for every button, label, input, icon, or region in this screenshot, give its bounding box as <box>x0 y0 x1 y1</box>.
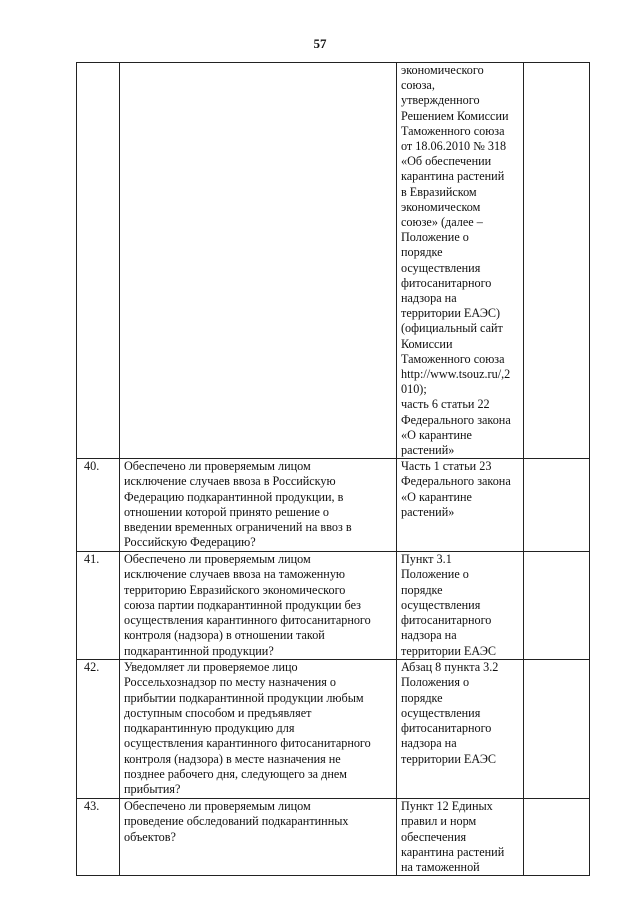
reference-line: растений» <box>401 443 455 458</box>
table-row <box>77 459 590 552</box>
reference-line: от 18.06.2010 № 318 <box>401 139 507 154</box>
reference-line: Положения о <box>401 675 470 690</box>
legal-reference-cell <box>397 660 524 799</box>
reference-line: «Об обеспечении <box>401 154 492 169</box>
answer-cell <box>524 552 590 660</box>
reference-line: Федерального закона <box>401 412 511 427</box>
reference-line: надзора на <box>401 291 457 306</box>
question-line: введении временных ограничений на ввоз в <box>124 520 352 535</box>
question-line: исключение случаев ввоза в Российскую <box>124 474 336 489</box>
reference-line: территории ЕАЭС) <box>401 306 501 321</box>
question-cell <box>120 459 397 552</box>
question-cell <box>120 552 397 660</box>
row-number <box>77 63 120 459</box>
row-number: 43. <box>77 799 120 876</box>
answer-cell <box>524 660 590 799</box>
reference-line: Положение о <box>401 230 469 245</box>
question-line: объектов? <box>124 829 176 844</box>
legal-reference-cell <box>397 799 524 876</box>
reference-line: карантина растений <box>401 844 505 859</box>
reference-line: карантина растений <box>401 169 505 184</box>
reference-line: правил и норм <box>401 814 477 829</box>
question-line: Обеспечено ли проверяемым лицом <box>124 459 311 474</box>
question-line: Обеспечено ли проверяемым лицом <box>124 799 311 814</box>
question-line: Россельхознадзор по месту назначения о <box>124 675 337 690</box>
reference-line: Пункт 12 Единых <box>401 799 493 814</box>
question-cell <box>120 660 397 799</box>
row-number: 40. <box>77 459 120 552</box>
question-line: позднее рабочего дня, следующего за днем <box>124 766 347 781</box>
answer-cell <box>524 459 590 552</box>
legal-reference-cell <box>397 552 524 660</box>
reference-line: территории ЕАЭС <box>401 751 497 766</box>
reference-line: союза, <box>401 78 435 93</box>
reference-line: 010); <box>401 382 427 397</box>
question-line: исключение случаев ввоза на таможенную <box>124 567 346 582</box>
question-line: контроля (надзора) в отношении такой <box>124 628 325 643</box>
question-line: Российскую Федерацию? <box>124 535 256 550</box>
reference-line: Пункт 3.1 <box>401 552 452 567</box>
reference-line: Комиссии <box>401 336 453 351</box>
reference-line: осуществления <box>401 705 481 720</box>
reference-line: Таможенного союза <box>401 351 505 366</box>
reference-line: Таможенного союза <box>401 123 505 138</box>
question-line: Обеспечено ли проверяемым лицом <box>124 552 311 567</box>
row-number: 42. <box>77 660 120 799</box>
reference-line: «О карантине <box>401 427 472 442</box>
question-line: Федерацию подкарантинной продукции, в <box>124 489 344 504</box>
reference-line: экономического <box>401 63 484 77</box>
reference-line: союзе» (далее – <box>401 215 483 230</box>
question-line: доступным способом и предъявляет <box>124 705 312 720</box>
row-number: 41. <box>77 552 120 660</box>
reference-line: порядке <box>401 690 443 705</box>
question-line: союза партии подкарантинной продукции без <box>124 597 361 612</box>
reference-line: надзора на <box>401 628 457 643</box>
reference-line: порядке <box>401 245 443 260</box>
table-row <box>77 660 590 799</box>
reference-line: http://www.tsouz.ru/,2 <box>401 367 511 382</box>
reference-line: Часть 1 статьи 23 <box>401 459 492 474</box>
reference-line: (официальный сайт <box>401 321 503 336</box>
question-cell <box>120 799 397 876</box>
reference-line: Федерального закона <box>401 474 511 489</box>
reference-line: утвержденного <box>401 93 480 108</box>
reference-line: растений» <box>401 504 455 519</box>
answer-cell <box>524 63 590 459</box>
question-line: отношении которой принято решение о <box>124 504 329 519</box>
table-row <box>77 799 590 876</box>
reference-line: надзора на <box>401 736 457 751</box>
reference-line: на таможенной <box>401 860 480 875</box>
reference-line: фитосанитарного <box>401 721 492 736</box>
reference-line: порядке <box>401 582 443 597</box>
inspection-checklist-table <box>76 62 590 876</box>
reference-line: экономическом <box>401 199 481 214</box>
table-row <box>77 552 590 660</box>
question-line: Уведомляет ли проверяемое лицо <box>124 660 298 675</box>
reference-line: обеспечения <box>401 829 467 844</box>
question-line: проведение обследований подкарантинных <box>124 814 349 829</box>
reference-line: часть 6 статьи 22 <box>401 397 490 412</box>
question-line: осуществления карантинного фитосанитарного <box>124 613 371 628</box>
reference-line: Абзац 8 пункта 3.2 <box>401 660 499 675</box>
reference-line: Положение о <box>401 567 469 582</box>
reference-line: фитосанитарного <box>401 613 492 628</box>
question-line: контроля (надзора) в месте назначения не <box>124 751 341 766</box>
table-row <box>77 63 590 459</box>
reference-line: территории ЕАЭС <box>401 643 497 658</box>
question-line: территорию Евразийского экономического <box>124 582 346 597</box>
legal-reference-cell <box>397 459 524 552</box>
reference-line: Решением Комиссии <box>401 108 509 123</box>
question-line: подкарантинную продукцию для <box>124 721 295 736</box>
answer-cell <box>524 799 590 876</box>
question-line: прибытии подкарантинной продукции любым <box>124 690 364 705</box>
reference-line: фитосанитарного <box>401 275 492 290</box>
question-line: подкарантинной продукции? <box>124 643 274 658</box>
legal-reference-cell <box>397 63 524 459</box>
reference-line: «О карантине <box>401 489 472 504</box>
question-line: прибытия? <box>124 781 181 796</box>
question-cell <box>120 63 397 459</box>
question-line: осуществления карантинного фитосанитарного <box>124 736 371 751</box>
reference-line: осуществления <box>401 597 481 612</box>
page-number: 57 <box>313 36 327 51</box>
reference-line: осуществления <box>401 260 481 275</box>
reference-line: в Евразийском <box>401 184 477 199</box>
